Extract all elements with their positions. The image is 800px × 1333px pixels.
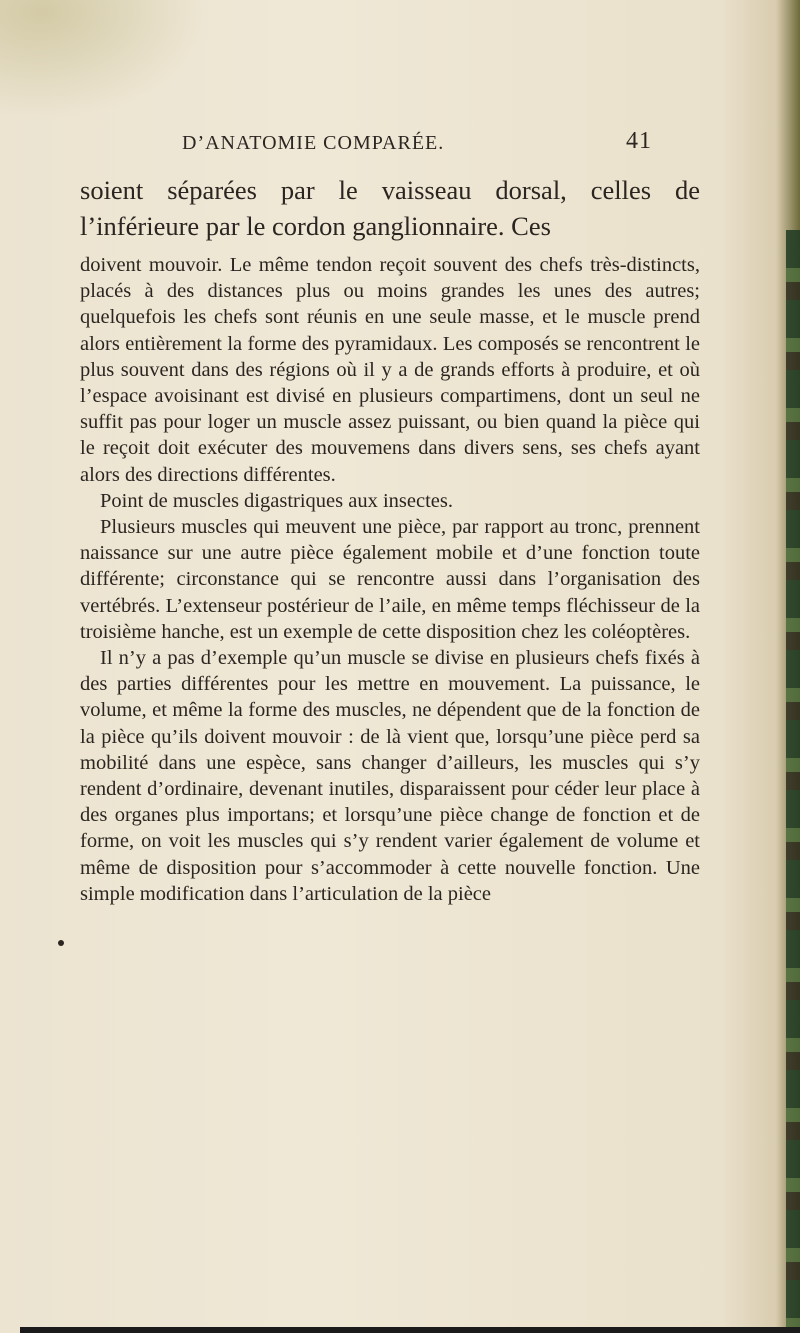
paragraph: doivent mouvoir. Le même tendon reçoit souvent des chefs très-distincts, placés à des distances plus ou moins grandes les unes des autres; quelquefois les chefs sont réunis en une seule masse, et le muscle prend alors entièrement la forme des pyramidaux. Les composés se rencontrent le plus souvent dans des régions où il y a de grands efforts à produire, et où l’espace avoisinant est divisé en plusieurs compartimens, dont un seul ne suffit pas pour loger un muscle assez puissant, ou bien quand la pièce qui le reçoit doit exécuter des mouvemens dans divers sens, ses chefs ayant alors des directions différentes. bbox=[80, 254, 700, 486]
running-header bbox=[182, 128, 652, 155]
paragraph: Plusieurs muscles qui meuvent une pièce, par rapport au tronc, prennent naissance sur une autre pièce également mobile et d’une fonction toute différente; circonstance qui se rencontre aussi dans l’organisation des vertébrés. L’extenseur postérieur de l’aile, en même temps fléchisseur de la troisième hanche, est un exemple de cette disposition chez les coléoptères. bbox=[80, 516, 700, 643]
page-edge-bottom bbox=[20, 1327, 800, 1333]
paper-stain bbox=[0, 0, 210, 120]
running-title: D’ANATOMIE COMPARÉE. bbox=[182, 132, 445, 154]
paragraph: Il n’y a pas d’exemple qu’un muscle se divise en plusieurs chefs fixés à des parties différentes pour les mettre en mouvement. La puissance, le volume, et même la forme des muscles, ne dépendent que de la fonction de la pièce qu’ils doivent mouvoir : de là vient que, lorsqu’une pièce perd sa mobilité dans une espèce, sans changer d’ailleurs, les muscles qui s’y rendent d’ordinaire, devenant inutiles, disparaissent pour céder leur place à des organes plus importans; et lorsqu’une pièce change de fonction et de forme, on voit les muscles qui s’y rendent varier également de volume et même de disposition pour s’accommoder à cette nouvelle fonction. Une simple modification dans l’articulation de la pièce bbox=[80, 647, 700, 905]
page-number: 41 bbox=[626, 128, 652, 154]
body-text bbox=[80, 252, 700, 907]
lead-text: soient séparées par le vaisseau dorsal, celles de l’inférieure par le cordon ganglionnaire. Ces bbox=[80, 175, 700, 241]
ink-dot bbox=[58, 940, 64, 946]
paragraph: Point de muscles digastriques aux insectes. bbox=[100, 489, 453, 512]
page-edge-binding bbox=[786, 230, 800, 1333]
